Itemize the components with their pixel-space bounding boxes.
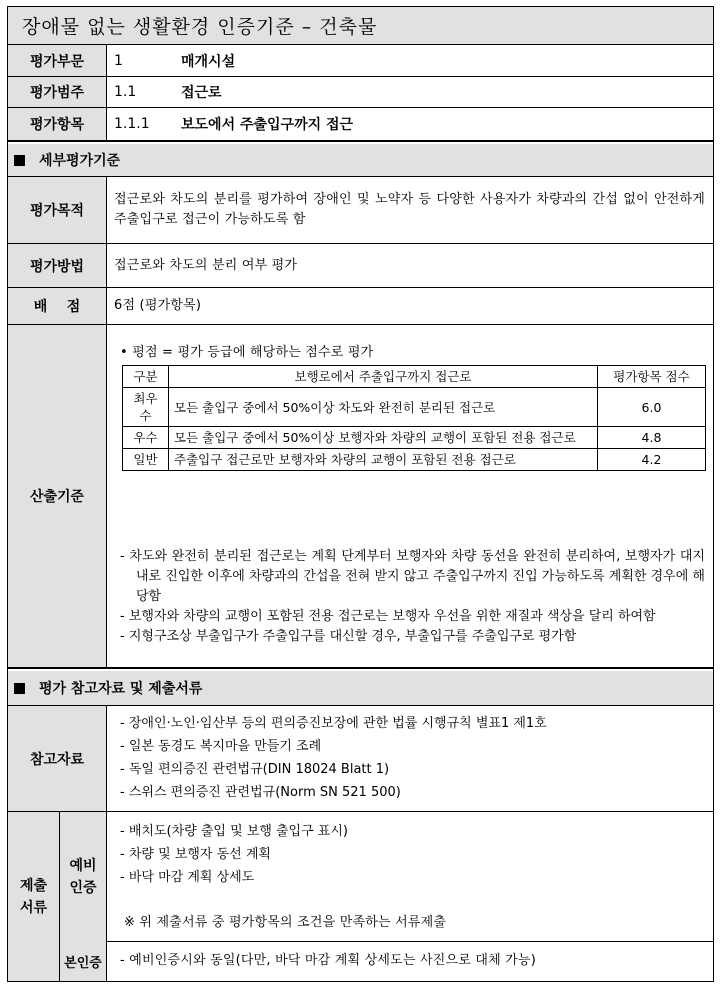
square-bullet-icon <box>14 155 25 166</box>
item-row <box>8 108 713 142</box>
submission-label <box>8 812 60 981</box>
method-label: 평가방법 <box>8 244 107 287</box>
detail-section-title: 세부평가기준 <box>39 153 121 169</box>
grade-cell: 우수 <box>123 427 169 449</box>
category-number: 1 <box>114 52 123 69</box>
table-header-cell: 구분 <box>123 366 169 388</box>
references-row <box>8 706 713 812</box>
points-cell: 6.0 <box>598 388 706 427</box>
page-title: 장애물 없는 생활환경 인증기준 – 건축물 <box>22 16 378 38</box>
list-item: - 바닥 마감 계획 상세도 <box>120 870 255 885</box>
scope-value: 접근로 <box>181 85 222 101</box>
prelim-list <box>120 820 705 889</box>
ref-section-header <box>8 671 713 706</box>
list-item: - 차량 및 보행자 동선 계획 <box>120 847 271 862</box>
desc-cell: 모든 출입구 중에서 50%이상 보행자와 차량의 교행이 포함된 전용 접근로 <box>169 427 598 449</box>
score-table-header <box>123 366 706 388</box>
points-cell: 4.2 <box>598 449 706 471</box>
main-cert-text: - 예비인증시와 동일(다만, 바닥 마감 계획 상세도는 사진으로 대체 가능) <box>120 953 536 968</box>
points-cell: 4.8 <box>598 427 706 449</box>
score-row <box>8 288 713 325</box>
prelim-row <box>60 812 713 942</box>
purpose-text: 접근로와 차도의 분리를 평가하여 장애인 및 노약자 등 다양한 사용자가 차량과의 간섭 없이 안전하게 주출입구로 접근이 가능하도록 함 <box>114 192 705 227</box>
grade-cell: 최우수 <box>123 388 169 427</box>
ref-section-title: 평가 참고자료 및 제출서류 <box>39 681 203 697</box>
table-header-cell: 보행로에서 주출입구까지 접근로 <box>169 366 598 388</box>
list-item: - 독일 편의증진 관련법규(DIN 18024 Blatt 1) <box>120 762 390 777</box>
prelim-label-line1: 예비 <box>69 857 97 874</box>
prelim-label <box>60 812 107 941</box>
prelim-note: ※ 위 제출서류 중 평가항목의 조건을 만족하는 서류제출 <box>124 915 447 930</box>
purpose-label: 평가목적 <box>8 177 107 243</box>
calc-label: 산출기준 <box>8 325 107 667</box>
item-label: 평가항목 <box>8 108 107 140</box>
detail-section-header <box>8 144 713 177</box>
desc-cell: 모든 출입구 중에서 50%이상 차도와 완전히 분리된 접근로 <box>169 388 598 427</box>
list-item: - 배치도(차량 출입 및 보행 출입구 표시) <box>120 824 348 839</box>
item-number: 1.1.1 <box>114 116 150 132</box>
method-text: 접근로와 차도의 분리 여부 평가 <box>114 257 298 273</box>
desc-cell: 주출입구 접근로만 보행자와 차량의 교행이 포함된 전용 접근로 <box>169 449 598 471</box>
submission-label-line2: 서류 <box>19 899 48 916</box>
category-value: 매개시설 <box>181 53 236 70</box>
table-header-cell: 평가항목 점수 <box>598 366 706 388</box>
calc-row <box>8 325 713 669</box>
list-item: - 스위스 편의증진 관련법규(Norm SN 521 500) <box>120 785 401 800</box>
main-cert-row <box>60 941 713 981</box>
list-item: - 차도와 완전히 분리된 접근로는 계획 단계부터 보행자와 차량 동선을 완전히 분리하여, 보행자가 대지내로 진입한 이후에 차량과의 간섭을 전혀 받지 않고 주출입구까지 진입 가능하도록 계획한 경우에 해당함 <box>120 549 705 604</box>
prelim-label-line2: 인증 <box>69 879 97 896</box>
submission-label-line1: 제출 <box>19 877 48 894</box>
table-row <box>123 449 706 471</box>
category-label: 평가부문 <box>8 45 107 76</box>
item-value: 보도에서 주출입구까지 접근 <box>181 117 354 133</box>
list-item: - 장애인·노인·임산부 등의 편의증진보장에 관한 법률 시행규칙 별표1 제1호 <box>120 716 547 731</box>
submission-row <box>8 812 713 981</box>
table-row <box>123 388 706 427</box>
calc-intro: • 평점 = 평가 등급에 해당하는 점수로 평가 <box>120 345 374 360</box>
certification-sheet <box>7 6 714 982</box>
list-item: - 보행자와 차량의 교행이 포함된 전용 접근로는 보행자 우선을 위한 재질과 색상을 달리 하여함 <box>120 609 656 624</box>
score-table <box>122 365 706 471</box>
grade-cell: 일반 <box>123 449 169 471</box>
method-row <box>8 244 713 288</box>
score-label: 배 점 <box>8 288 107 324</box>
list-item: - 일본 동경도 복지마을 만들기 조례 <box>120 739 322 754</box>
list-item: - 지형구조상 부출입구가 주출입구를 대신할 경우, 부출입구를 주출입구로 평가함 <box>120 629 577 644</box>
purpose-row <box>8 177 713 244</box>
calc-notes <box>120 547 705 647</box>
score-text: 6점 (평가항목) <box>114 298 202 313</box>
main-cert-label: 본인증 <box>60 941 107 981</box>
square-bullet-icon <box>14 683 25 694</box>
references-list <box>120 712 705 804</box>
table-row <box>123 427 706 449</box>
title-bar <box>8 7 713 45</box>
scope-label: 평가범주 <box>8 77 107 107</box>
category-row <box>8 45 713 77</box>
references-label: 참고자료 <box>8 706 107 811</box>
scope-number: 1.1 <box>114 84 137 100</box>
scope-row <box>8 77 713 108</box>
